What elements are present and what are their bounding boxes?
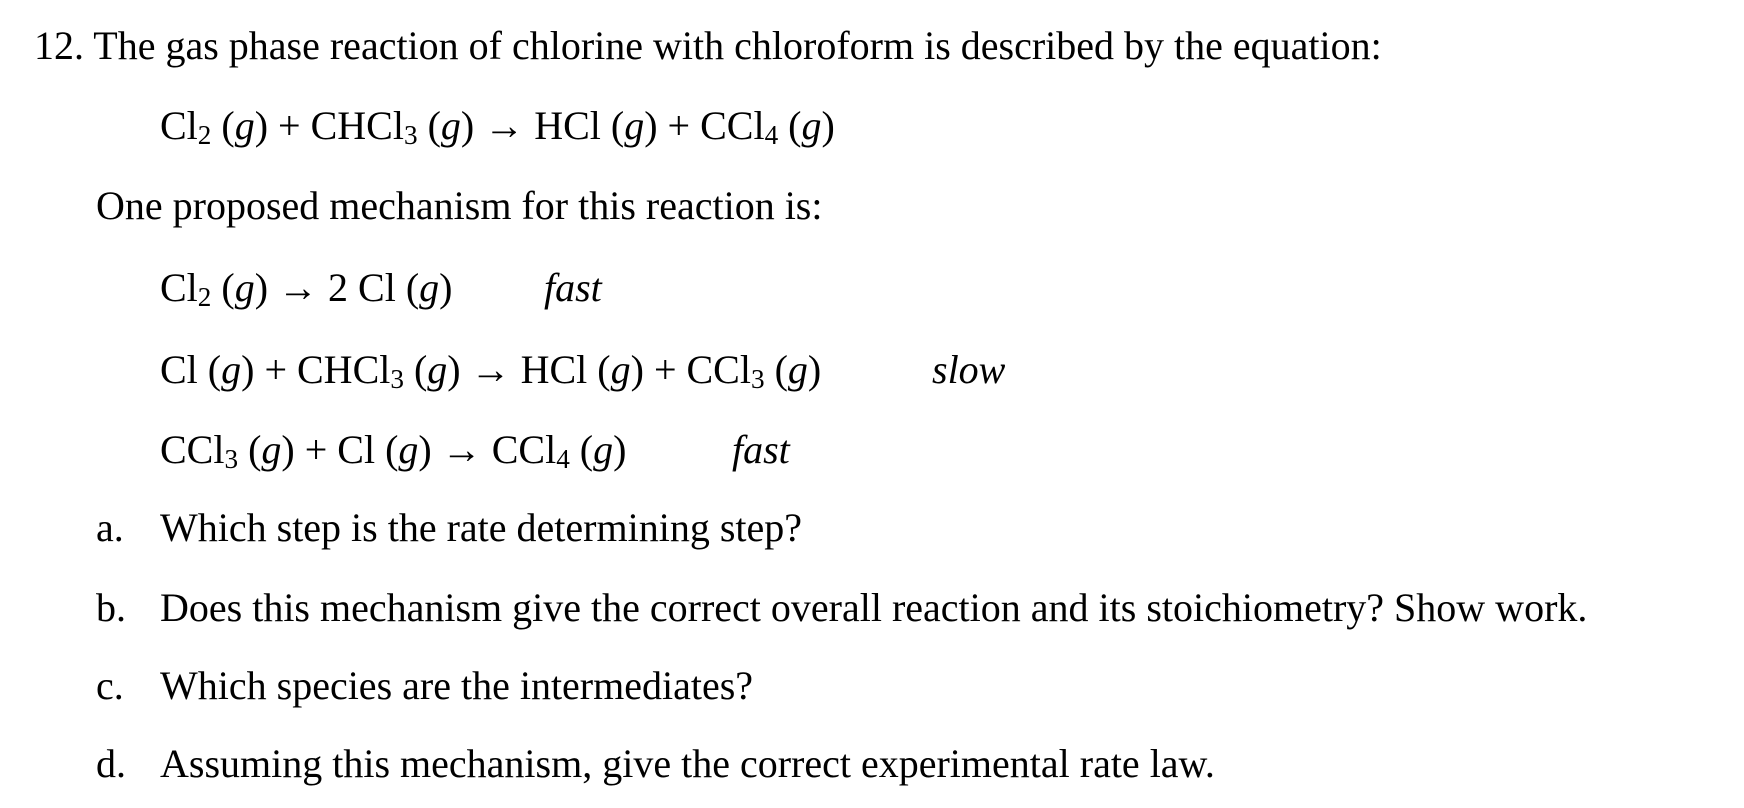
step-3-speed: fast — [732, 427, 790, 472]
question-label: d. — [96, 741, 126, 786]
mechanism-step-2: Cl (g) + CHCl$_3$ (g) → HCl (g) + CCl$_3$ (g) — [160, 347, 822, 394]
question-label: a. — [96, 505, 124, 550]
question-text: Assuming this mechanism, give the correct experimental rate law. — [160, 741, 1215, 786]
question-text: Which species are the intermediates? — [160, 663, 754, 708]
problem-statement — [34, 22, 1382, 70]
mechanism-step-3: CCl$_3$ (g) + Cl (g) → CCl$_4$ (g) — [160, 427, 627, 474]
question-text: Does this mechanism give the correct overall reaction and its stoichiometry? Show work. — [160, 585, 1588, 630]
question-label: b. — [96, 585, 126, 630]
overall-equation: $Cl_2$ (g) + CHCl$_3$ (g) → HCl (g) + CCl$_4$ (g) — [160, 103, 835, 150]
question-label: c. — [96, 663, 124, 708]
problem-number: 12. — [34, 23, 84, 68]
problem-intro: The gas phase reaction of chlorine with chloroform is described by the equation: — [93, 23, 1382, 68]
question-text: Which step is the rate determining step? — [160, 505, 803, 550]
step-2-speed: slow — [932, 347, 1006, 392]
step-1-speed: fast — [544, 265, 602, 310]
mechanism-intro: One proposed mechanism for this reaction is: — [96, 183, 823, 228]
mechanism-step-1: $Cl_2$ (g) → 2 Cl (g) — [160, 265, 453, 312]
